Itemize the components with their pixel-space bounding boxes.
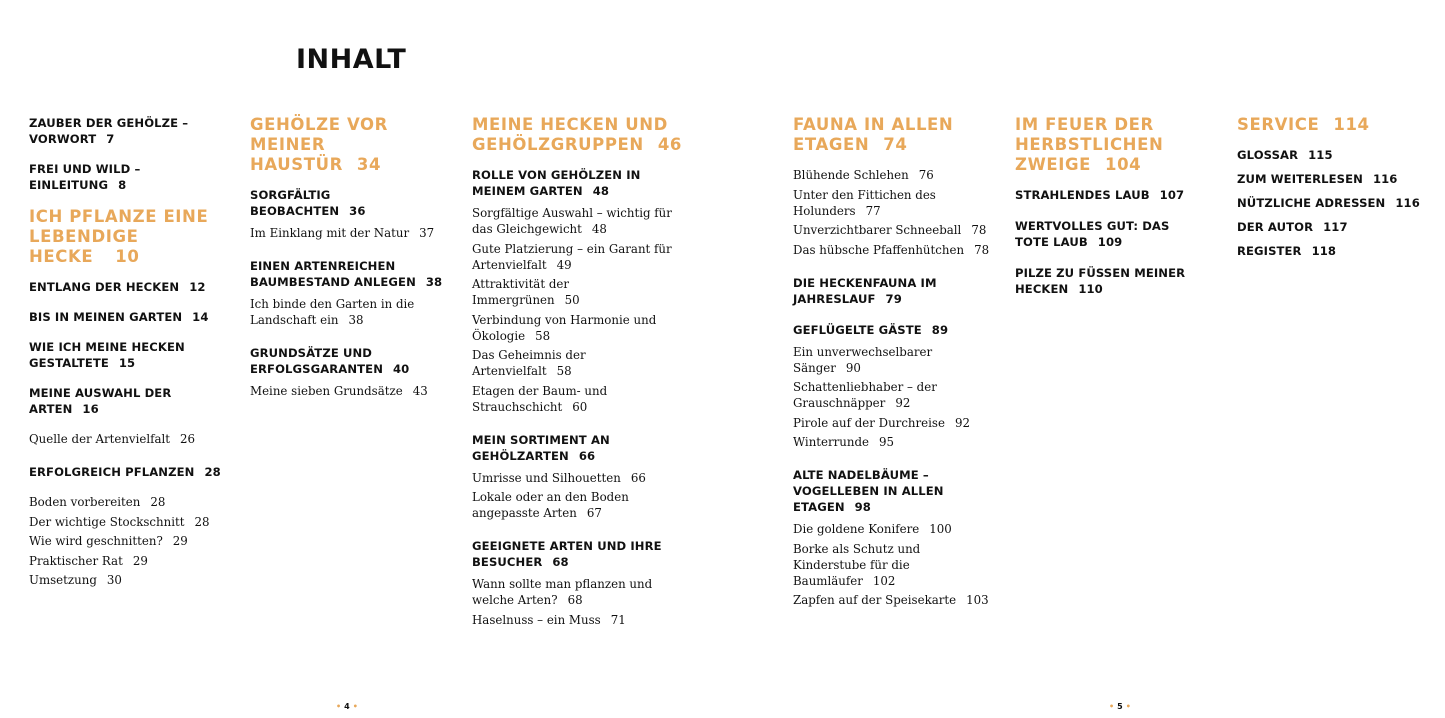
section-title: PILZE ZU FÜSSEN MEINER HECKEN — [1015, 266, 1186, 296]
page-number: 46 — [657, 135, 683, 154]
page-number: 118 — [1311, 244, 1337, 258]
subsection-list — [472, 470, 672, 522]
subsection-list — [472, 576, 672, 628]
section-title: FREI UND WILD – EINLEITUNG — [29, 162, 141, 192]
page-number: 40 — [393, 362, 410, 376]
subsection-title: Boden vorbereiten — [29, 495, 141, 509]
page-number: 116 — [1372, 172, 1398, 186]
subsection-item — [472, 383, 672, 415]
subsection-title: Der wichtige Stockschnitt — [29, 514, 185, 529]
subsection-title: Quelle der Artenvielfalt — [29, 432, 171, 446]
subsection-title: Attraktivität der Immergrünen — [472, 277, 570, 307]
section-heading — [1015, 218, 1195, 250]
subsection-title: Verbindung von Harmonie und Ökologie — [472, 312, 657, 343]
page-number: 16 — [82, 402, 99, 416]
page-number: 14 — [192, 310, 209, 324]
section-title: ZAUBER DER GEHÖLZE – VORWORT — [29, 116, 189, 146]
subsection-list — [250, 383, 450, 399]
subsection-title: Borke als Schutz und Kinderstube für die Baumläufer — [793, 541, 921, 588]
section-heading — [1237, 171, 1437, 187]
page-number: 12 — [189, 280, 206, 294]
subsection-item — [472, 612, 672, 628]
section-title: ENTLANG DER HECKEN — [29, 280, 180, 294]
section-heading — [1015, 187, 1195, 203]
chapter-heading — [1237, 115, 1437, 135]
page-number: 102 — [872, 573, 896, 588]
page-number: 79 — [885, 291, 902, 306]
page-number: 78 — [971, 223, 987, 237]
section-heading — [1237, 219, 1437, 235]
section-title: GEFLÜGELTE GÄSTE — [793, 322, 922, 337]
subsection-item — [472, 576, 672, 608]
toc-column-6 — [1237, 115, 1437, 267]
subsection-item — [793, 222, 993, 238]
page-number: 90 — [845, 360, 861, 375]
page-number: 26 — [180, 432, 196, 446]
subsection-item — [29, 514, 229, 530]
subsection-title: Winterrunde — [793, 435, 870, 449]
toc-column-2 — [250, 115, 450, 416]
subsection-title: Meine sieben Grundsätze — [250, 384, 403, 398]
subsection-item — [29, 494, 229, 510]
subsection-title: Schattenliebhaber – der Grauschnäpper — [793, 380, 937, 410]
subsection-item — [29, 572, 229, 588]
section-title: BIS IN MEINEN GARTEN — [29, 310, 183, 324]
section-title: STRAHLENDES LAUB — [1015, 188, 1150, 202]
page-number: 58 — [556, 364, 572, 378]
chapter-title: GEHÖLZE VOR MEINER HAUSTÜR — [250, 115, 388, 174]
subsection-title: Im Einklang mit der Natur — [250, 226, 410, 240]
subsection-title: Pirole auf der Durchreise — [793, 415, 945, 430]
section-heading — [250, 345, 450, 377]
subsection-title: Ich binde den Garten in die Landschaft ein — [250, 297, 415, 327]
subsection-list — [793, 521, 993, 608]
section-title: DIE HECKENFAUNA IM JAHRESLAUF — [793, 275, 937, 306]
section-title: GRUNDSÄTZE UND ERFOLGSGARANTEN — [250, 346, 383, 376]
subsection-title: Sorgfältige Auswahl – wichtig für das Gleichgewicht — [472, 206, 672, 236]
subsection-item — [472, 347, 672, 379]
subsection-list — [250, 296, 450, 328]
page-number: 78 — [974, 242, 990, 257]
toc-column-3 — [472, 115, 683, 645]
subsection-title: Umrisse und Silhouetten — [472, 470, 621, 485]
section-heading — [472, 432, 672, 464]
subsection-title: Etagen der Baum- und Strauchschicht — [472, 383, 608, 414]
section-title: WERTVOLLES GUT: DAS TOTE LAUB — [1015, 219, 1170, 249]
page-number: 30 — [106, 573, 122, 587]
page-number: 110 — [1078, 282, 1103, 296]
subsection-list — [29, 494, 229, 588]
section-title: MEINE AUSWAHL DER ARTEN — [29, 386, 172, 416]
page-number: 8 — [118, 178, 127, 192]
page-number: 117 — [1323, 220, 1348, 234]
subsection-item — [472, 470, 672, 486]
chapter-heading — [472, 115, 683, 155]
section-heading — [1237, 243, 1437, 259]
page-number: 38 — [348, 313, 364, 327]
subsection-item — [472, 312, 672, 344]
page-number: 29 — [132, 553, 148, 568]
subsection-title: Unverzichtbarer Schneeball — [793, 223, 962, 237]
page-number: 7 — [106, 132, 115, 146]
section-title: MEIN SORTIMENT AN GEHÖLZARTEN — [472, 432, 610, 463]
section-heading — [1237, 147, 1437, 163]
page-number: 114 — [1333, 115, 1370, 134]
page-number: 103 — [966, 593, 989, 607]
page-number: 28 — [194, 514, 210, 529]
subsection-item — [793, 541, 993, 589]
subsection-title: Gute Platzierung – ein Garant für Artenvielfalt — [472, 241, 672, 272]
subsection-list — [250, 225, 450, 241]
section-title: ROLLE VON GEHÖLZEN IN MEINEM GARTEN — [472, 168, 641, 198]
subsection-item — [793, 521, 993, 537]
section-heading — [793, 322, 993, 338]
page-number: 49 — [556, 257, 572, 272]
page-number: 66 — [578, 448, 596, 463]
subsection-item — [793, 415, 993, 431]
subsection-item — [472, 205, 672, 237]
page-number: 29 — [172, 534, 188, 548]
page-number: 100 — [929, 522, 952, 536]
section-title: ZUM WEITERLESEN — [1237, 172, 1363, 186]
section-title: DER AUTOR — [1237, 220, 1314, 234]
section-heading — [250, 258, 450, 290]
page-number: 28 — [204, 465, 221, 479]
folio-dot-icon: • — [336, 702, 342, 711]
section-title: REGISTER — [1237, 244, 1302, 258]
chapter-heading — [793, 115, 993, 155]
chapter-title: IM FEUER DER HERBSTLICHEN ZWEIGE — [1015, 115, 1164, 174]
subsection-title: Die goldene Konifere — [793, 522, 920, 536]
subsection-title: Wann sollte man pflanzen und welche Arten? — [472, 577, 653, 607]
page-number: 43 — [412, 384, 428, 398]
subsection-title: Ein unverwechselbarer Sänger — [793, 344, 933, 375]
page-number: 48 — [592, 184, 610, 198]
chapter-title: ICH PFLANZE EINE LEBENDIGE HECKE — [29, 207, 209, 266]
subsection-item — [793, 344, 993, 376]
section-heading — [29, 464, 229, 480]
page-number: 10 — [115, 247, 140, 266]
subsection-list — [793, 344, 993, 451]
page-number: 92 — [954, 415, 970, 430]
folio-right-number: 5 — [1117, 702, 1123, 711]
page-number: 71 — [610, 612, 626, 627]
section-heading — [793, 467, 993, 515]
subsection-title: Umsetzung — [29, 573, 97, 587]
subsection-item — [250, 225, 450, 241]
chapter-heading — [250, 115, 450, 175]
page-number: 50 — [564, 293, 580, 307]
toc-column-5 — [1015, 115, 1195, 312]
section-title: SORGFÄLTIG BEOBACHTEN — [250, 188, 340, 218]
section-heading — [29, 385, 229, 417]
section-title: ERFOLGREICH PFLANZEN — [29, 465, 195, 479]
section-heading — [29, 115, 229, 147]
page-number-left — [333, 702, 361, 711]
section-heading — [1015, 265, 1195, 297]
folio-dot-icon: • — [1109, 702, 1115, 711]
page-number: 76 — [918, 168, 934, 182]
section-heading — [29, 161, 229, 193]
page-number: 37 — [419, 226, 435, 240]
page-number: 107 — [1159, 188, 1185, 202]
section-heading — [250, 187, 450, 219]
page-title: INHALT — [296, 44, 407, 75]
subsection-title: Lokale oder an den Boden angepasste Arten — [472, 490, 629, 520]
toc-column-4 — [793, 115, 993, 625]
page-number: 38 — [425, 275, 443, 289]
page-number: 74 — [883, 135, 908, 154]
subsection-list — [472, 205, 672, 415]
section-heading — [472, 167, 672, 199]
toc-column-1 — [29, 115, 229, 605]
subsection-item — [793, 592, 993, 608]
subsection-item — [29, 533, 229, 549]
subsection-item — [250, 296, 450, 328]
chapter-heading — [29, 207, 229, 267]
page-number: 89 — [931, 322, 949, 337]
subsection-title: Unter den Fittichen des Holunders — [793, 187, 936, 218]
page-number: 115 — [1308, 148, 1333, 162]
subsection-item — [250, 383, 450, 399]
page-number: 28 — [150, 495, 166, 509]
chapter-title: MEINE HECKEN UND GEHÖLZGRUPPEN — [472, 115, 668, 154]
subsection-item — [793, 379, 993, 411]
page-number: 66 — [630, 470, 646, 485]
page-number: 67 — [586, 506, 602, 520]
section-title: EINEN ARTENREICHEN BAUMBESTAND ANLEGEN — [250, 259, 416, 289]
page-number: 68 — [552, 555, 569, 569]
page-number: 109 — [1097, 235, 1123, 249]
page-number: 116 — [1395, 196, 1420, 210]
page-number: 58 — [535, 328, 551, 343]
page-number: 15 — [118, 356, 136, 370]
subsection-title: Das hübsche Pfaffenhütchen — [793, 242, 965, 257]
page-number: 48 — [591, 222, 607, 236]
section-heading — [472, 538, 672, 570]
subsection-item — [793, 187, 993, 219]
chapter-title: SERVICE — [1237, 115, 1320, 134]
section-heading — [29, 309, 229, 325]
section-title: NÜTZLICHE ADRESSEN — [1237, 196, 1386, 210]
subsection-list — [29, 431, 229, 447]
page-number: 77 — [865, 203, 881, 218]
section-title: GEEIGNETE ARTEN UND IHRE BESUCHER — [472, 539, 662, 569]
chapter-heading — [1015, 115, 1195, 175]
subsection-item — [793, 242, 993, 258]
page-number: 68 — [567, 593, 583, 607]
page-number-right — [1106, 702, 1134, 711]
page-number: 60 — [572, 399, 588, 414]
folio-dot-icon: • — [352, 702, 358, 711]
page-number: 36 — [349, 204, 366, 218]
page-number: 34 — [356, 155, 382, 174]
subsection-title: Das Geheimnis der Artenvielfalt — [472, 348, 586, 378]
page-number: 95 — [879, 435, 895, 449]
subsection-item — [29, 431, 229, 447]
subsection-item — [793, 167, 993, 183]
subsection-item — [793, 434, 993, 450]
section-title: WIE ICH MEINE HECKEN GESTALTETE — [29, 340, 185, 370]
chapter-title: FAUNA IN ALLEN ETAGEN — [793, 115, 954, 154]
subsection-title: Praktischer Rat — [29, 553, 123, 568]
subsection-item — [472, 276, 672, 308]
subsection-title: Haselnuss – ein Muss — [472, 612, 601, 627]
subsection-list — [793, 167, 993, 258]
section-heading — [29, 339, 229, 371]
page-number: 104 — [1105, 155, 1142, 174]
section-heading — [1237, 195, 1437, 211]
subsection-title: Wie wird geschnitten? — [29, 534, 163, 548]
page-number: 92 — [895, 396, 911, 410]
subsection-title: Blühende Schlehen — [793, 168, 909, 182]
section-title: ALTE NADELBÄUME – VOGELLEBEN IN ALLEN ETAGEN — [793, 468, 944, 514]
subsection-item — [472, 489, 672, 521]
section-title: GLOSSAR — [1237, 148, 1299, 162]
subsection-title: Zapfen auf der Speisekarte — [793, 593, 957, 607]
section-heading — [793, 275, 993, 307]
subsection-item — [29, 553, 229, 569]
section-heading — [29, 279, 229, 295]
subsection-item — [472, 241, 672, 273]
folio-dot-icon: • — [1125, 702, 1131, 711]
page-number: 98 — [854, 500, 871, 514]
folio-left-number: 4 — [344, 702, 350, 711]
